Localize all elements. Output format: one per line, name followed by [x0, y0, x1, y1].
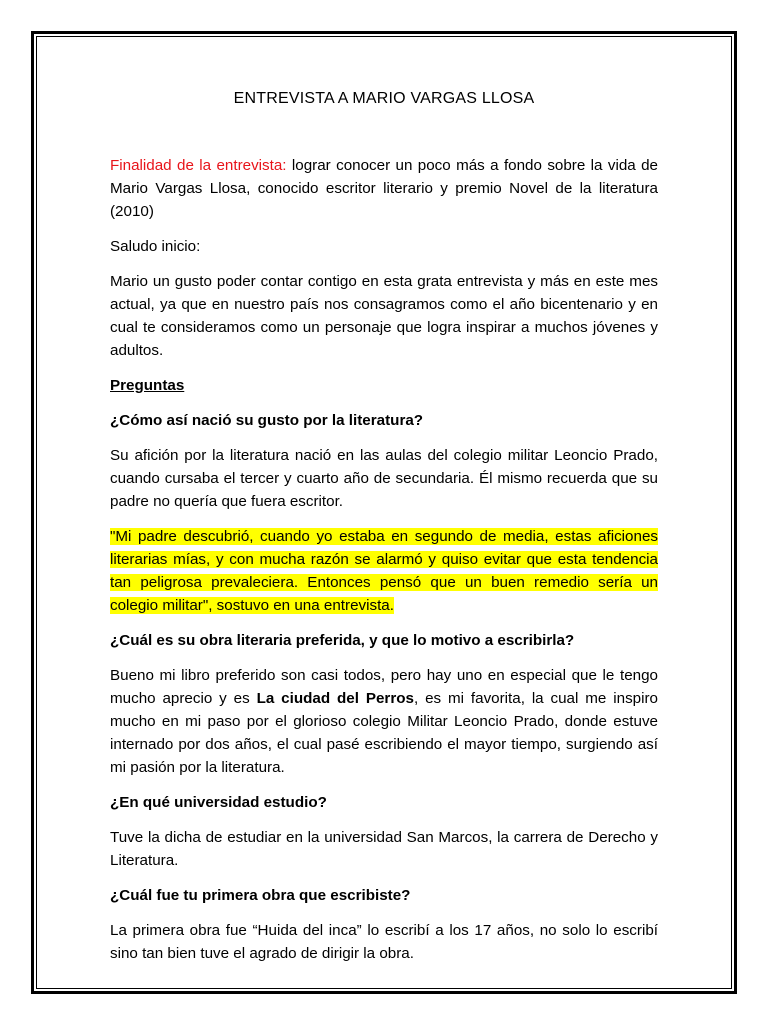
answer-2: Bueno mi libro preferido son casi todos, pero hay uno en especial que le tengo mucho aprecio y es La ciudad del Perros, es mi favorita, la cual me inspiro mucho en mi paso por el glorioso colegio Militar Leoncio Prado, donde estuve internado por dos años, el cual pasé escribiendo el mayor tiempo, surgiendo así mi pasión por la literatura.: [110, 667, 658, 776]
purpose-paragraph: [110, 154, 658, 223]
question-4: ¿Cuál fue tu primera obra que escribiste?: [110, 887, 411, 904]
highlighted-quote: [110, 525, 658, 617]
document-title: ENTREVISTA A MARIO VARGAS LLOSA: [233, 90, 535, 107]
answer-3: Tuve la dicha de estudiar en la universidad San Marcos, la carrera de Derecho y Literatura.: [110, 829, 658, 869]
questions-heading: Preguntas: [110, 377, 185, 394]
greeting-text: Mario un gusto poder contar contigo en esta grata entrevista y más en este mes actual, ya que en nuestro país nos consagramos como el año bicentenario y en cual te consideramos como un personaje que logra inspirar a muchos jóvenes y adultos.: [110, 273, 658, 359]
book-title: La ciudad del Perros: [256, 690, 414, 707]
greeting-label: Saludo inicio:: [110, 238, 201, 255]
question-1: ¿Cómo así nació su gusto por la literatura?: [110, 412, 424, 429]
answer-1: Su afición por la literatura nació en las aulas del colegio militar Leoncio Prado, cuando cursaba el tercer y cuarto año de secundaria. Él mismo recuerda que su padre no quería que fuera escritor.: [110, 447, 658, 510]
quote-text: "Mi padre descubrió, cuando yo estaba en segundo de media, estas aficiones literarias mías, y con mucha razón se alarmó y quiso evitar que esta tendencia tan peligrosa prevaleciera. Entonces pensó que un buen remedio sería un colegio militar", sostuvo en una entrevista.: [110, 528, 658, 614]
purpose-label: Finalidad de la entrevista:: [110, 157, 287, 174]
purpose-text: lograr conocer un poco más a fondo sobre la vida de Mario Vargas Llosa, conocido escritor literario y premio Novel de la literatura (2010): [110, 157, 659, 220]
question-2: ¿Cuál es su obra literaria preferida, y que lo motivo a escribirla?: [110, 632, 575, 649]
question-3: ¿En qué universidad estudio?: [110, 794, 327, 811]
document-body: [110, 88, 658, 977]
answer-4: La primera obra fue “Huida del inca” lo escribí a los 17 años, no solo lo escribí sino tan bien tuve el agrado de dirigir la obra.: [110, 922, 658, 962]
